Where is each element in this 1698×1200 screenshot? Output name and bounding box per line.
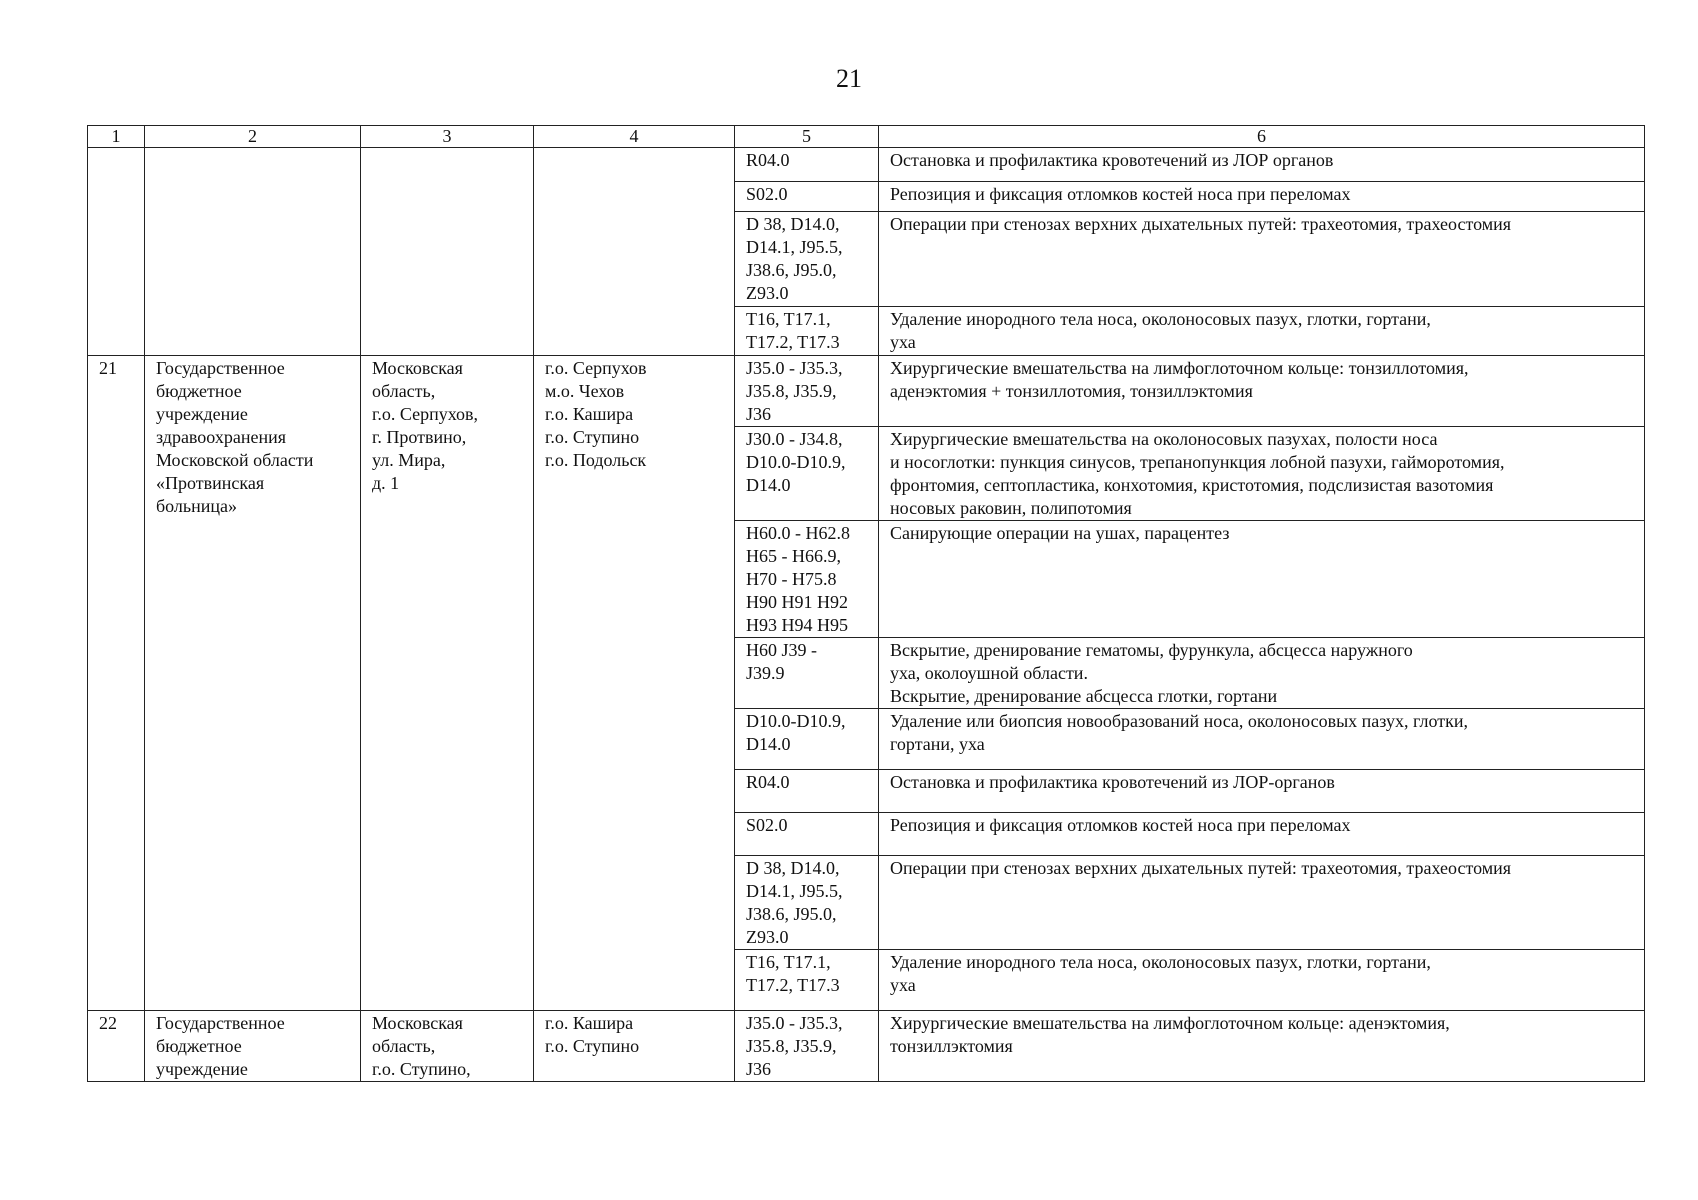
icd-codes-cell: T16, T17.1, T17.2, T17.3 [735,307,879,356]
column-header-3: 3 [361,126,534,148]
icd-codes-cell: D10.0-D10.9, D14.0 [735,709,879,770]
entry-number-cell: 21 [88,356,145,1011]
procedure-cell: Хирургические вмешательства на лимфоглоточном кольце: тонзиллотомия, аденэктомия + тонзиллотомия, тонзиллэктомия [879,356,1645,427]
cont-num-cell [88,148,145,356]
column-number-row [88,126,1645,148]
hospital-table [87,125,1645,1082]
procedure-cell: Удаление или биопсия новообразований носа, околоносовых пазух, глотки, гортани, уха [879,709,1645,770]
procedure-cell: Хирургические вмешательства на лимфоглоточном кольце: аденэктомия, тонзиллэктомия [879,1011,1645,1082]
procedure-cell: Репозиция и фиксация отломков костей носа при переломах [879,182,1645,212]
procedure-cell: Операции при стенозах верхних дыхательных путей: трахеотомия, трахеостомия [879,856,1645,950]
table-row [88,356,1645,427]
procedure-cell: Хирургические вмешательства на околоносовых пазухах, полости носа и носоглотки: пункция синусов, трепанопункция лобной пазухи, гайморотомия, фронтомия, септопластика, конхотомия, кристотомия, подслизистая вазотомия носовых раковин, полипотомия [879,427,1645,521]
icd-codes-cell: D 38, D14.0, D14.1, J95.5, J38.6, J95.0, Z93.0 [735,856,879,950]
institution-cell: Государственное бюджетное учреждение [145,1011,361,1082]
procedure-cell: Операции при стенозах верхних дыхательных путей: трахеотомия, трахеостомия [879,212,1645,307]
icd-codes-cell: S02.0 [735,182,879,212]
procedure-cell: Санирующие операции на ушах, парацентез [879,521,1645,638]
page-number: 21 [836,64,862,93]
icd-codes-cell: R04.0 [735,148,879,182]
districts-cell: г.о. Серпухов м.о. Чехов г.о. Кашира г.о. Ступино г.о. Подольск [534,356,735,1011]
icd-codes-cell: J35.0 - J35.3, J35.8, J35.9, J36 [735,1011,879,1082]
address-cell: Московская область, г.о. Ступино, [361,1011,534,1082]
procedure-cell: Репозиция и фиксация отломков костей носа при переломах [879,813,1645,856]
icd-codes-cell: R04.0 [735,770,879,813]
column-header-2: 2 [145,126,361,148]
procedure-cell: Удаление инородного тела носа, околоносовых пазух, глотки, гортани, уха [879,950,1645,1011]
procedure-cell: Вскрытие, дренирование гематомы, фурункула, абсцесса наружного уха, околоушной области. Вскрытие, дренирование абсцесса глотки, гортани [879,638,1645,709]
entry-number-cell: 22 [88,1011,145,1082]
column-header-4: 4 [534,126,735,148]
icd-codes-cell: D 38, D14.0, D14.1, J95.5, J38.6, J95.0, Z93.0 [735,212,879,307]
cont-address-cell [361,148,534,356]
column-header-6: 6 [879,126,1645,148]
procedure-cell: Удаление инородного тела носа, околоносовых пазух, глотки, гортани, уха [879,307,1645,356]
procedure-cell: Остановка и профилактика кровотечений из ЛОР органов [879,148,1645,182]
column-header-5: 5 [735,126,879,148]
table-row [88,1011,1645,1082]
icd-codes-cell: J35.0 - J35.3, J35.8, J35.9, J36 [735,356,879,427]
cont-districts-cell [534,148,735,356]
icd-codes-cell: H60 J39 - J39.9 [735,638,879,709]
icd-codes-cell: T16, T17.1, T17.2, T17.3 [735,950,879,1011]
institution-cell: Государственное бюджетное учреждение здравоохранения Московской области «Протвинская больница» [145,356,361,1011]
table-row [88,148,1645,182]
icd-codes-cell: H60.0 - H62.8 H65 - H66.9, H70 - H75.8 H90 H91 H92 H93 H94 H95 [735,521,879,638]
icd-codes-cell: S02.0 [735,813,879,856]
procedure-cell: Остановка и профилактика кровотечений из ЛОР-органов [879,770,1645,813]
address-cell: Московская область, г.о. Серпухов, г. Протвино, ул. Мира, д. 1 [361,356,534,1011]
icd-codes-cell: J30.0 - J34.8, D10.0-D10.9, D14.0 [735,427,879,521]
column-header-1: 1 [88,126,145,148]
cont-institution-cell [145,148,361,356]
districts-cell: г.о. Кашира г.о. Ступино [534,1011,735,1082]
